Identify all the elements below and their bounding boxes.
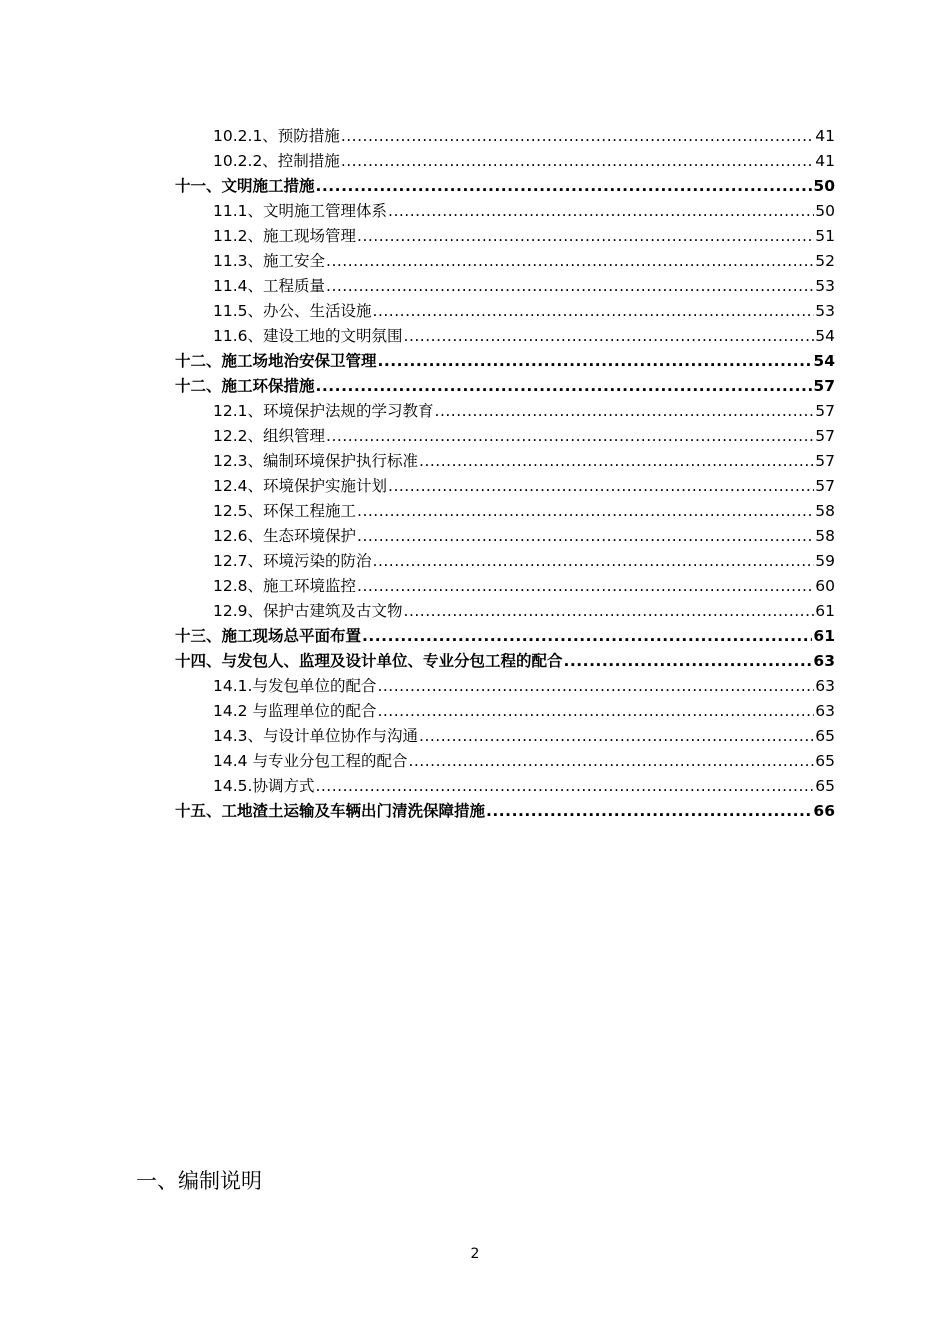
toc-entry-label: 14.2 与监理单位的配合 (213, 702, 377, 720)
toc-entry-page: 50 (813, 177, 835, 195)
toc-entry[interactable] (0, 299, 835, 324)
toc-entry[interactable] (0, 274, 835, 299)
toc-entry[interactable] (0, 324, 835, 349)
toc-leader-dots (373, 299, 815, 324)
toc-entry[interactable] (0, 224, 835, 249)
toc-entry-label: 12.9、保护古建筑及古文物 (213, 602, 403, 620)
toc-entry-page: 51 (815, 227, 835, 245)
toc-leader-dots (419, 449, 814, 474)
toc-entry-label: 11.3、施工安全 (213, 252, 326, 270)
toc-entry-page: 63 (815, 677, 835, 695)
toc-entry-label: 14.5.协调方式 (213, 777, 315, 795)
toc-entry[interactable] (0, 349, 835, 374)
toc-entry-label: 十一、文明施工措施 (175, 177, 315, 195)
toc-entry[interactable] (0, 399, 835, 424)
toc-leader-dots (419, 724, 814, 749)
toc-entry-page: 52 (815, 252, 835, 270)
toc-entry-label: 12.4、环境保护实施计划 (213, 477, 388, 495)
toc-entry[interactable] (0, 174, 835, 199)
toc-leader-dots (378, 349, 813, 374)
toc-leader-dots (388, 199, 814, 224)
toc-leader-dots (316, 174, 813, 199)
toc-leader-dots (404, 324, 815, 349)
toc-entry-page: 65 (815, 752, 835, 770)
toc-entry-page: 41 (815, 127, 835, 145)
toc-entry[interactable] (0, 449, 835, 474)
toc-leader-dots (357, 499, 814, 524)
toc-entry[interactable] (0, 624, 835, 649)
toc-entry[interactable] (0, 374, 835, 399)
toc-entry-label: 12.2、组织管理 (213, 427, 326, 445)
toc-entry-label: 12.8、施工环境监控 (213, 577, 357, 595)
toc-entry-label: 12.1、环境保护法规的学习教育 (213, 402, 434, 420)
toc-entry[interactable] (0, 749, 835, 774)
toc-leader-dots (435, 399, 815, 424)
toc-entry-label: 14.4 与专业分包工程的配合 (213, 752, 408, 770)
toc-entry-page: 53 (815, 302, 835, 320)
toc-entry[interactable] (0, 249, 835, 274)
toc-entry[interactable] (0, 674, 835, 699)
toc-leader-dots (357, 574, 814, 599)
toc-entry-page: 63 (815, 702, 835, 720)
toc-entry-page: 60 (815, 577, 835, 595)
toc-entry[interactable] (0, 124, 835, 149)
toc-entry-page: 54 (815, 327, 835, 345)
toc-entry-label: 10.2.2、控制措施 (213, 152, 340, 170)
toc-leader-dots (341, 149, 814, 174)
toc-entry[interactable] (0, 549, 835, 574)
toc-entry-label: 11.2、施工现场管理 (213, 227, 357, 245)
toc-leader-dots (315, 774, 814, 799)
toc-entry-label: 14.1.与发包单位的配合 (213, 677, 377, 695)
toc-entry-label: 十二、施工场地治安保卫管理 (175, 352, 377, 370)
toc-leader-dots (388, 474, 814, 499)
toc-entry[interactable] (0, 199, 835, 224)
toc-leader-dots (357, 224, 814, 249)
toc-entry-page: 58 (815, 502, 835, 520)
toc-entry[interactable] (0, 699, 835, 724)
toc-entry[interactable] (0, 499, 835, 524)
toc-entry-page: 57 (813, 377, 835, 395)
toc-entry[interactable] (0, 474, 835, 499)
toc-entry-page: 65 (815, 727, 835, 745)
toc-leader-dots (377, 674, 814, 699)
toc-entry-label: 11.1、文明施工管理体系 (213, 202, 388, 220)
toc-entry-page: 66 (813, 802, 835, 820)
toc-entry-label: 十五、工地渣土运输及车辆出门清洗保障措施 (175, 802, 486, 820)
toc-entry[interactable] (0, 149, 835, 174)
toc-leader-dots (326, 249, 814, 274)
toc-entry-label: 10.2.1、预防措施 (213, 127, 340, 145)
toc-leader-dots (404, 599, 815, 624)
toc-entry-label: 11.5、办公、生活设施 (213, 302, 372, 320)
toc-leader-dots (486, 799, 812, 824)
toc-entry-label: 11.6、建设工地的文明氛围 (213, 327, 403, 345)
toc-entry-label: 11.4、工程质量 (213, 277, 326, 295)
toc-entry-page: 57 (815, 402, 835, 420)
toc-entry-page: 54 (813, 352, 835, 370)
toc-entry-label: 十三、施工现场总平面布置 (175, 627, 362, 645)
toc-entry-page: 57 (815, 452, 835, 470)
toc-entry-label: 12.5、环保工程施工 (213, 502, 357, 520)
toc-entry-page: 63 (813, 652, 835, 670)
toc-entry[interactable] (0, 574, 835, 599)
toc-entry-page: 57 (815, 477, 835, 495)
toc-leader-dots (316, 374, 813, 399)
toc-entry-page: 53 (815, 277, 835, 295)
toc-entry[interactable] (0, 649, 835, 674)
toc-leader-dots (408, 749, 814, 774)
toc-leader-dots (564, 649, 813, 674)
toc-entry-label: 十二、施工环保措施 (175, 377, 315, 395)
toc-leader-dots (326, 424, 814, 449)
toc-entry[interactable] (0, 424, 835, 449)
toc-entry[interactable] (0, 724, 835, 749)
table-of-contents (0, 124, 950, 824)
toc-leader-dots (341, 124, 814, 149)
toc-entry-label: 12.7、环境污染的防治 (213, 552, 372, 570)
toc-entry[interactable] (0, 799, 835, 824)
toc-leader-dots (373, 549, 815, 574)
toc-entry-page: 50 (815, 202, 835, 220)
toc-entry-page: 61 (813, 627, 835, 645)
toc-leader-dots (357, 524, 814, 549)
toc-leader-dots (362, 624, 812, 649)
toc-leader-dots (326, 274, 814, 299)
toc-entry-page: 58 (815, 527, 835, 545)
toc-leader-dots (377, 699, 814, 724)
toc-entry-page: 59 (815, 552, 835, 570)
toc-entry-page: 61 (815, 602, 835, 620)
toc-entry-label: 14.3、与设计单位协作与沟通 (213, 727, 419, 745)
toc-entry-page: 41 (815, 152, 835, 170)
section-heading: 一、编制说明 (136, 1169, 262, 1193)
toc-entry-page: 57 (815, 427, 835, 445)
toc-entry-label: 12.6、生态环境保护 (213, 527, 357, 545)
toc-entry[interactable] (0, 599, 835, 624)
toc-entry-page: 65 (815, 777, 835, 795)
toc-entry[interactable] (0, 524, 835, 549)
toc-entry-label: 12.3、编制环境保护执行标准 (213, 452, 419, 470)
toc-entry-label: 十四、与发包人、监理及设计单位、专业分包工程的配合 (175, 652, 563, 670)
toc-entry[interactable] (0, 774, 835, 799)
page-number: 2 (470, 1246, 480, 1262)
